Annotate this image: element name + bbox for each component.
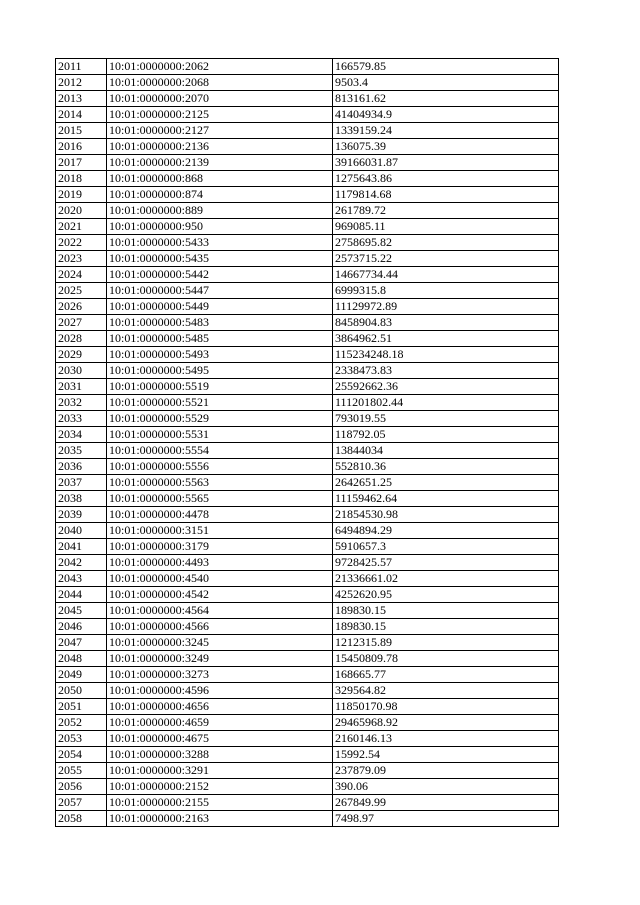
value-cell: 5910657.3 <box>333 539 559 555</box>
cadastral-number-cell: 10:01:0000000:868 <box>107 171 333 187</box>
value-cell: 2758695.82 <box>333 235 559 251</box>
table-row <box>56 251 559 267</box>
table-row <box>56 107 559 123</box>
row-number-cell: 2033 <box>56 411 107 427</box>
cadastral-number-cell: 10:01:0000000:5435 <box>107 251 333 267</box>
cadastral-number-cell: 10:01:0000000:4564 <box>107 603 333 619</box>
table-row <box>56 811 559 827</box>
cadastral-number-cell: 10:01:0000000:5519 <box>107 379 333 395</box>
value-cell: 1275643.86 <box>333 171 559 187</box>
row-number-cell: 2036 <box>56 459 107 475</box>
cadastral-number-cell: 10:01:0000000:5556 <box>107 459 333 475</box>
table-row <box>56 443 559 459</box>
table-row <box>56 347 559 363</box>
value-cell: 552810.36 <box>333 459 559 475</box>
cadastral-number-cell: 10:01:0000000:5442 <box>107 267 333 283</box>
row-number-cell: 2046 <box>56 619 107 635</box>
value-cell: 136075.39 <box>333 139 559 155</box>
cadastral-number-cell: 10:01:0000000:4675 <box>107 731 333 747</box>
table-row <box>56 411 559 427</box>
table-row <box>56 763 559 779</box>
row-number-cell: 2024 <box>56 267 107 283</box>
row-number-cell: 2035 <box>56 443 107 459</box>
value-cell: 25592662.36 <box>333 379 559 395</box>
table-row <box>56 331 559 347</box>
table-row <box>56 315 559 331</box>
row-number-cell: 2030 <box>56 363 107 379</box>
cadastral-number-cell: 10:01:0000000:4542 <box>107 587 333 603</box>
row-number-cell: 2055 <box>56 763 107 779</box>
cadastral-number-cell: 10:01:0000000:889 <box>107 203 333 219</box>
row-number-cell: 2047 <box>56 635 107 651</box>
cadastral-number-cell: 10:01:0000000:2068 <box>107 75 333 91</box>
cadastral-number-cell: 10:01:0000000:2139 <box>107 155 333 171</box>
table-row <box>56 539 559 555</box>
row-number-cell: 2050 <box>56 683 107 699</box>
row-number-cell: 2012 <box>56 75 107 91</box>
value-cell: 813161.62 <box>333 91 559 107</box>
row-number-cell: 2017 <box>56 155 107 171</box>
value-cell: 390.06 <box>333 779 559 795</box>
row-number-cell: 2056 <box>56 779 107 795</box>
table-row <box>56 667 559 683</box>
table-row <box>56 619 559 635</box>
row-number-cell: 2045 <box>56 603 107 619</box>
cadastral-number-cell: 10:01:0000000:4566 <box>107 619 333 635</box>
cadastral-number-cell: 10:01:0000000:2125 <box>107 107 333 123</box>
table-row <box>56 555 559 571</box>
row-number-cell: 2039 <box>56 507 107 523</box>
value-cell: 14667734.44 <box>333 267 559 283</box>
row-number-cell: 2013 <box>56 91 107 107</box>
value-cell: 21336661.02 <box>333 571 559 587</box>
table-row <box>56 379 559 395</box>
value-cell: 115234248.18 <box>333 347 559 363</box>
table-row <box>56 427 559 443</box>
value-cell: 15992.54 <box>333 747 559 763</box>
value-cell: 8458904.83 <box>333 315 559 331</box>
row-number-cell: 2027 <box>56 315 107 331</box>
value-cell: 261789.72 <box>333 203 559 219</box>
table-row <box>56 139 559 155</box>
table-row <box>56 91 559 107</box>
cadastral-number-cell: 10:01:0000000:874 <box>107 187 333 203</box>
row-number-cell: 2032 <box>56 395 107 411</box>
value-cell: 2573715.22 <box>333 251 559 267</box>
row-number-cell: 2058 <box>56 811 107 827</box>
value-cell: 189830.15 <box>333 619 559 635</box>
cadastral-number-cell: 10:01:0000000:2155 <box>107 795 333 811</box>
row-number-cell: 2025 <box>56 283 107 299</box>
value-cell: 21854530.98 <box>333 507 559 523</box>
table-row <box>56 219 559 235</box>
value-cell: 189830.15 <box>333 603 559 619</box>
row-number-cell: 2029 <box>56 347 107 363</box>
table-row <box>56 475 559 491</box>
table-row <box>56 395 559 411</box>
table-row <box>56 779 559 795</box>
value-cell: 267849.99 <box>333 795 559 811</box>
value-cell: 6999315.8 <box>333 283 559 299</box>
value-cell: 237879.09 <box>333 763 559 779</box>
cadastral-number-cell: 10:01:0000000:5529 <box>107 411 333 427</box>
row-number-cell: 2019 <box>56 187 107 203</box>
value-cell: 13844034 <box>333 443 559 459</box>
table-row <box>56 587 559 603</box>
table-row <box>56 715 559 731</box>
table-row <box>56 267 559 283</box>
value-cell: 39166031.87 <box>333 155 559 171</box>
value-cell: 329564.82 <box>333 683 559 699</box>
cadastral-number-cell: 10:01:0000000:3249 <box>107 651 333 667</box>
value-cell: 111201802.44 <box>333 395 559 411</box>
value-cell: 11159462.64 <box>333 491 559 507</box>
value-cell: 168665.77 <box>333 667 559 683</box>
row-number-cell: 2031 <box>56 379 107 395</box>
value-cell: 1212315.89 <box>333 635 559 651</box>
cadastral-number-cell: 10:01:0000000:950 <box>107 219 333 235</box>
cadastral-number-cell: 10:01:0000000:3273 <box>107 667 333 683</box>
value-cell: 11850170.98 <box>333 699 559 715</box>
table-row <box>56 507 559 523</box>
row-number-cell: 2034 <box>56 427 107 443</box>
table-row <box>56 603 559 619</box>
row-number-cell: 2026 <box>56 299 107 315</box>
cadastral-number-cell: 10:01:0000000:4478 <box>107 507 333 523</box>
table-row <box>56 155 559 171</box>
cadastral-number-cell: 10:01:0000000:2127 <box>107 123 333 139</box>
table-row <box>56 203 559 219</box>
value-cell: 7498.97 <box>333 811 559 827</box>
cadastral-number-cell: 10:01:0000000:5493 <box>107 347 333 363</box>
table-row <box>56 651 559 667</box>
row-number-cell: 2041 <box>56 539 107 555</box>
table-row <box>56 683 559 699</box>
row-number-cell: 2042 <box>56 555 107 571</box>
cadastral-number-cell: 10:01:0000000:2152 <box>107 779 333 795</box>
table-row <box>56 571 559 587</box>
row-number-cell: 2043 <box>56 571 107 587</box>
row-number-cell: 2021 <box>56 219 107 235</box>
row-number-cell: 2052 <box>56 715 107 731</box>
value-cell: 9503.4 <box>333 75 559 91</box>
value-cell: 969085.11 <box>333 219 559 235</box>
row-number-cell: 2051 <box>56 699 107 715</box>
row-number-cell: 2037 <box>56 475 107 491</box>
cadastral-number-cell: 10:01:0000000:5495 <box>107 363 333 379</box>
table-row <box>56 491 559 507</box>
row-number-cell: 2049 <box>56 667 107 683</box>
row-number-cell: 2011 <box>56 59 107 75</box>
row-number-cell: 2023 <box>56 251 107 267</box>
table-row <box>56 59 559 75</box>
row-number-cell: 2022 <box>56 235 107 251</box>
cadastral-number-cell: 10:01:0000000:4540 <box>107 571 333 587</box>
cadastral-number-cell: 10:01:0000000:3179 <box>107 539 333 555</box>
row-number-cell: 2020 <box>56 203 107 219</box>
table-row <box>56 299 559 315</box>
table-row <box>56 171 559 187</box>
value-cell: 1179814.68 <box>333 187 559 203</box>
value-cell: 3864962.51 <box>333 331 559 347</box>
cadastral-number-cell: 10:01:0000000:2163 <box>107 811 333 827</box>
value-cell: 6494894.29 <box>333 523 559 539</box>
value-cell: 2642651.25 <box>333 475 559 491</box>
table-row <box>56 747 559 763</box>
row-number-cell: 2038 <box>56 491 107 507</box>
value-cell: 2160146.13 <box>333 731 559 747</box>
cadastral-number-cell: 10:01:0000000:2136 <box>107 139 333 155</box>
row-number-cell: 2028 <box>56 331 107 347</box>
cadastral-number-cell: 10:01:0000000:4656 <box>107 699 333 715</box>
value-cell: 15450809.78 <box>333 651 559 667</box>
row-number-cell: 2054 <box>56 747 107 763</box>
row-number-cell: 2057 <box>56 795 107 811</box>
value-cell: 4252620.95 <box>333 587 559 603</box>
cadastral-number-cell: 10:01:0000000:5565 <box>107 491 333 507</box>
row-number-cell: 2040 <box>56 523 107 539</box>
cadastral-number-cell: 10:01:0000000:5554 <box>107 443 333 459</box>
cadastral-number-cell: 10:01:0000000:3245 <box>107 635 333 651</box>
table-row <box>56 699 559 715</box>
cadastral-number-cell: 10:01:0000000:4659 <box>107 715 333 731</box>
cadastral-number-cell: 10:01:0000000:4596 <box>107 683 333 699</box>
cadastral-number-cell: 10:01:0000000:4493 <box>107 555 333 571</box>
value-cell: 9728425.57 <box>333 555 559 571</box>
table-row <box>56 731 559 747</box>
cadastral-number-cell: 10:01:0000000:3151 <box>107 523 333 539</box>
cadastral-number-cell: 10:01:0000000:5483 <box>107 315 333 331</box>
table-row <box>56 187 559 203</box>
row-number-cell: 2015 <box>56 123 107 139</box>
row-number-cell: 2016 <box>56 139 107 155</box>
cadastral-number-cell: 10:01:0000000:5563 <box>107 475 333 491</box>
row-number-cell: 2053 <box>56 731 107 747</box>
value-cell: 1339159.24 <box>333 123 559 139</box>
cadastral-number-cell: 10:01:0000000:5531 <box>107 427 333 443</box>
value-cell: 118792.05 <box>333 427 559 443</box>
table-row <box>56 363 559 379</box>
value-cell: 29465968.92 <box>333 715 559 731</box>
value-cell: 793019.55 <box>333 411 559 427</box>
cadastral-number-cell: 10:01:0000000:5433 <box>107 235 333 251</box>
table-row <box>56 635 559 651</box>
table-row <box>56 75 559 91</box>
cadastral-number-cell: 10:01:0000000:5447 <box>107 283 333 299</box>
row-number-cell: 2044 <box>56 587 107 603</box>
table-row <box>56 123 559 139</box>
value-cell: 166579.85 <box>333 59 559 75</box>
cadastral-number-cell: 10:01:0000000:3288 <box>107 747 333 763</box>
cadastral-value-table <box>55 58 559 827</box>
cadastral-number-cell: 10:01:0000000:5521 <box>107 395 333 411</box>
row-number-cell: 2048 <box>56 651 107 667</box>
cadastral-number-cell: 10:01:0000000:5449 <box>107 299 333 315</box>
cadastral-number-cell: 10:01:0000000:2070 <box>107 91 333 107</box>
cadastral-number-cell: 10:01:0000000:2062 <box>107 59 333 75</box>
table-body <box>56 59 559 827</box>
table-row <box>56 459 559 475</box>
table-row <box>56 795 559 811</box>
cadastral-number-cell: 10:01:0000000:5485 <box>107 331 333 347</box>
table-row <box>56 283 559 299</box>
value-cell: 11129972.89 <box>333 299 559 315</box>
cadastral-number-cell: 10:01:0000000:3291 <box>107 763 333 779</box>
value-cell: 41404934.9 <box>333 107 559 123</box>
row-number-cell: 2018 <box>56 171 107 187</box>
table-row <box>56 523 559 539</box>
value-cell: 2338473.83 <box>333 363 559 379</box>
row-number-cell: 2014 <box>56 107 107 123</box>
table-row <box>56 235 559 251</box>
